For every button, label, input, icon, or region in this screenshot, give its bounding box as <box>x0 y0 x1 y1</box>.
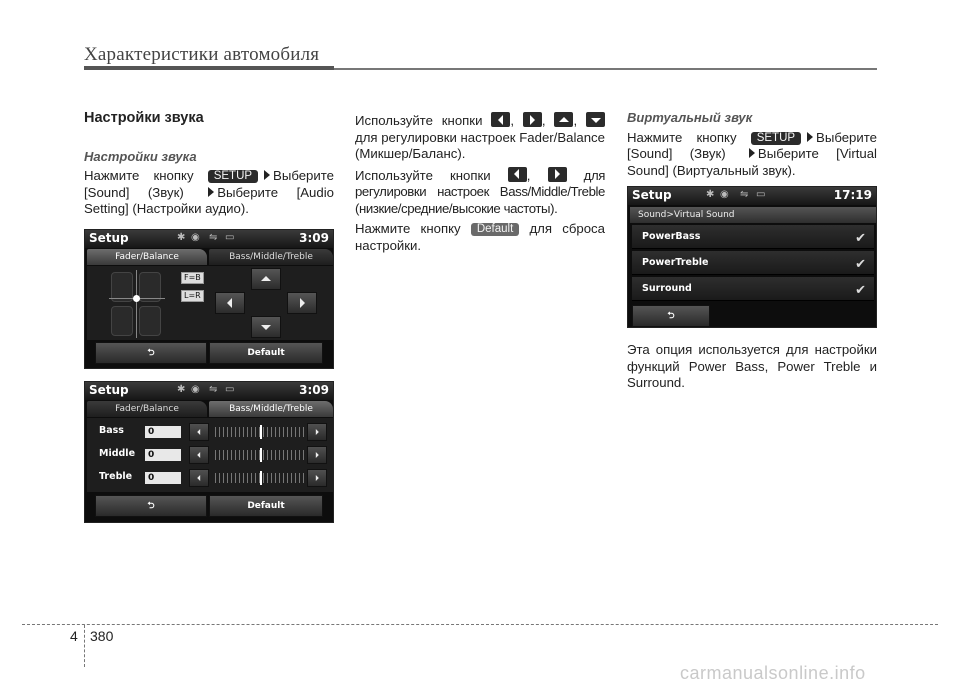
fader-panel <box>87 266 333 340</box>
arrow-right-icon <box>749 148 755 158</box>
disc-icon: ◉ <box>191 384 200 395</box>
eq-increase-button[interactable] <box>307 423 327 441</box>
checkmark-icon[interactable]: ✔ <box>855 283 866 298</box>
seat-icon <box>111 306 133 336</box>
right-arrow-key-icon <box>523 112 542 127</box>
aux-icon: ▭ <box>225 384 235 395</box>
bluetooth-icon: ✱ <box>177 384 186 395</box>
arrow-right-icon <box>264 170 270 180</box>
eq-slider-thumb[interactable] <box>260 425 262 439</box>
subsection-title: Настройки звука <box>84 148 197 164</box>
eq-value: 0 <box>145 449 181 461</box>
sound-position-dot[interactable] <box>133 295 140 302</box>
eq-slider[interactable] <box>215 427 305 437</box>
screen-bass-middle-treble <box>84 381 334 523</box>
balance-right-button[interactable] <box>287 292 317 314</box>
eq-slider[interactable] <box>215 473 305 483</box>
eq-increase-button[interactable] <box>307 469 327 487</box>
tab-fader-balance[interactable]: Fader/Balance <box>87 249 207 265</box>
left-arrow-key-icon <box>491 112 510 127</box>
eq-decrease-button[interactable] <box>189 423 209 441</box>
eq-increase-button[interactable] <box>307 446 327 464</box>
disc-icon: ◉ <box>191 232 200 243</box>
column-3 <box>627 110 877 183</box>
text-fragment: Используйте кнопки <box>355 167 508 183</box>
arrow-right-icon <box>208 187 214 197</box>
paragraph-default-reset <box>355 221 605 254</box>
screen-clock: 3:09 <box>299 383 329 397</box>
eq-slider-thumb[interactable] <box>260 448 262 462</box>
back-button[interactable]: ⮌ <box>95 342 207 364</box>
column-1 <box>84 110 334 222</box>
fader-crosshair <box>136 270 137 338</box>
text-fragment: Выберите [Virtual Sound] (Виртуальный звук). <box>627 146 877 178</box>
eq-value: 0 <box>145 472 181 484</box>
screen-tabs <box>87 249 333 265</box>
fader-up-button[interactable] <box>251 268 281 290</box>
screen-clock: 17:19 <box>833 188 872 202</box>
usb-icon: ⇋ <box>209 232 218 243</box>
eq-row-treble <box>93 469 329 487</box>
option-power-treble[interactable] <box>632 251 874 275</box>
screen-tabs <box>87 401 333 417</box>
option-surround[interactable] <box>632 277 874 301</box>
arrow-right-icon <box>807 132 813 142</box>
screen-titlebar <box>85 382 333 400</box>
back-button[interactable]: ⮌ <box>95 495 207 517</box>
paragraph-audio-setting <box>84 168 334 218</box>
disc-icon: ◉ <box>720 189 729 200</box>
text-fragment: для регулировки настроек Bass/Middle/Treble (низкие/средние/высокие частоты). <box>355 167 606 216</box>
left-arrow-key-icon <box>508 167 527 182</box>
default-key-icon: Default <box>471 223 519 236</box>
eq-row-middle <box>93 446 329 464</box>
separator: , <box>573 113 578 128</box>
checkmark-icon[interactable]: ✔ <box>855 231 866 246</box>
separator: , <box>541 113 546 128</box>
header-rule-thin <box>334 68 877 70</box>
text-fragment: Используйте кнопки <box>355 113 492 128</box>
usb-icon: ⇋ <box>740 189 749 200</box>
setup-key-icon: SETUP <box>751 132 801 145</box>
seat-icon <box>139 306 161 336</box>
option-label: PowerBass <box>642 231 701 242</box>
subsection-title: Виртуальный звук <box>627 110 753 125</box>
usb-icon: ⇋ <box>209 384 218 395</box>
aux-icon: ▭ <box>756 189 766 200</box>
eq-row-bass <box>93 423 329 441</box>
balance-value: L=R <box>181 290 204 302</box>
screen-title: Setup <box>632 188 672 202</box>
option-label: PowerTreble <box>642 257 709 268</box>
watermark: carmanualsonline.info <box>680 663 866 683</box>
footer-vertical-divider <box>84 625 85 667</box>
screen-titlebar <box>85 230 333 248</box>
eq-value: 0 <box>145 426 181 438</box>
paragraph-virtual-description: Эта опция используется для настройки функций Power Bass, Power Treble и Surround. <box>627 342 877 390</box>
setup-key-icon: SETUP <box>208 170 258 183</box>
separator: , <box>526 167 531 183</box>
bluetooth-icon: ✱ <box>177 232 186 243</box>
down-arrow-key-icon <box>586 112 605 127</box>
option-label: Surround <box>642 283 692 294</box>
eq-label: Middle <box>99 448 136 459</box>
eq-slider-thumb[interactable] <box>260 471 262 485</box>
page-number: 380 <box>90 628 114 644</box>
page-header-title: Характеристики автомобиля <box>84 44 320 65</box>
balance-left-button[interactable] <box>215 292 245 314</box>
screen-fader-balance <box>84 229 334 369</box>
bluetooth-icon: ✱ <box>706 189 715 200</box>
breadcrumb: Sound>Virtual Sound <box>630 207 876 223</box>
paragraph-virtual-sound <box>627 130 877 180</box>
eq-label: Bass <box>99 425 124 436</box>
column-3-bottom <box>627 342 877 396</box>
column-2 <box>355 112 605 258</box>
header-rule <box>84 66 334 70</box>
aux-icon: ▭ <box>225 232 235 243</box>
eq-decrease-button[interactable] <box>189 446 209 464</box>
text-fragment: для регулировки настроек Fader/Balance (Микшер/Баланс). <box>355 129 605 161</box>
screen-virtual-sound <box>627 186 877 328</box>
tab-bass-middle-treble[interactable]: Bass/Middle/Treble <box>209 249 333 265</box>
up-arrow-key-icon <box>554 112 573 127</box>
checkmark-icon[interactable]: ✔ <box>855 257 866 272</box>
text-fragment: Выберите [Audio Setting] (Настройки аудио). <box>84 184 334 216</box>
screen-title: Setup <box>89 231 129 245</box>
paragraph-fader-balance <box>355 112 605 163</box>
fader-down-button[interactable] <box>251 316 281 338</box>
option-power-bass[interactable] <box>632 225 874 249</box>
separator: , <box>510 113 514 128</box>
text-fragment: Нажмите кнопку <box>627 129 751 145</box>
text-fragment: Нажмите кнопку <box>355 221 471 236</box>
default-button[interactable]: Default <box>209 495 323 517</box>
text-fragment: для сброса настройки. <box>355 221 605 253</box>
eq-slider[interactable] <box>215 450 305 460</box>
text-fragment: Выберите [Sound] (Звук) <box>84 168 334 200</box>
paragraph-bass-middle-treble <box>355 167 605 218</box>
footer-divider <box>22 624 938 625</box>
eq-panel <box>87 418 333 492</box>
fader-value: F=B <box>181 272 204 284</box>
tab-fader-balance[interactable]: Fader/Balance <box>87 401 207 417</box>
eq-decrease-button[interactable] <box>189 469 209 487</box>
default-button[interactable]: Default <box>209 342 323 364</box>
back-button[interactable]: ⮌ <box>632 305 710 327</box>
tab-bass-middle-treble[interactable]: Bass/Middle/Treble <box>209 401 333 417</box>
section-title: Настройки звука <box>84 110 204 126</box>
screen-titlebar <box>628 187 876 205</box>
screen-clock: 3:09 <box>299 231 329 245</box>
chapter-number: 4 <box>70 628 78 644</box>
screen-title: Setup <box>89 383 129 397</box>
text-fragment: Выберите [Sound] (Звук) <box>627 129 877 161</box>
right-arrow-key-icon <box>548 167 567 182</box>
text-fragment: Нажмите кнопку <box>84 168 208 183</box>
eq-label: Treble <box>99 471 133 482</box>
